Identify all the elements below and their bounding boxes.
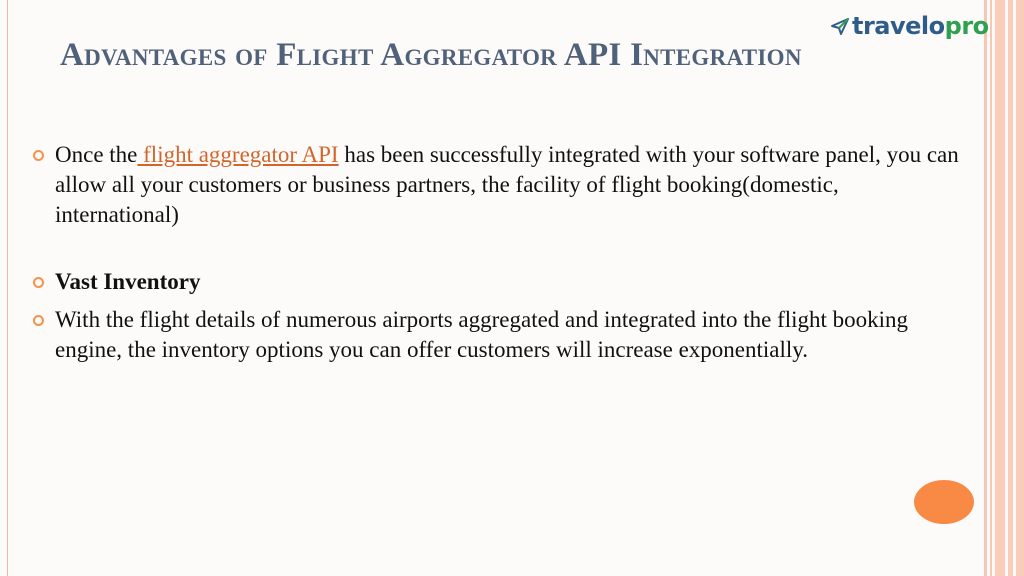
bullet-text: Vast Inventory <box>55 269 201 294</box>
stripe <box>1008 0 1013 576</box>
bullet-text: With the flight details of numerous airports aggregated and integrated into the flight booking engine, the inventory options you can offer customers will increase exponentially. <box>55 307 909 362</box>
left-border-line <box>7 0 8 576</box>
bullet-text-pre: Once the <box>55 142 138 167</box>
stripe <box>1016 0 1024 576</box>
stripe <box>984 0 987 576</box>
decorative-orange-circle <box>914 480 974 524</box>
flight-aggregator-api-link[interactable]: flight aggregator API <box>137 142 339 167</box>
stripe <box>990 0 992 576</box>
right-decorative-stripes <box>984 0 1024 576</box>
bullet-item <box>28 305 968 365</box>
ring-bullet-icon <box>33 315 44 326</box>
stripe <box>995 0 1005 576</box>
bullet-list <box>28 140 968 365</box>
logo-text-part2: pro <box>944 12 989 40</box>
bullet-text-post: has been successfully integrated with your software panel, you can allow all your customers or business partners, the facility of flight booking(domestic, international) <box>55 142 959 227</box>
bullet-item <box>28 140 968 230</box>
bullet-item-heading <box>28 267 968 297</box>
ring-bullet-icon <box>33 277 44 288</box>
paper-plane-icon <box>830 16 850 36</box>
logo-text-part1: travelo <box>852 12 945 40</box>
slide-title: Advantages of Flight Aggregator API Integration <box>60 37 802 73</box>
ring-bullet-icon <box>33 150 44 161</box>
